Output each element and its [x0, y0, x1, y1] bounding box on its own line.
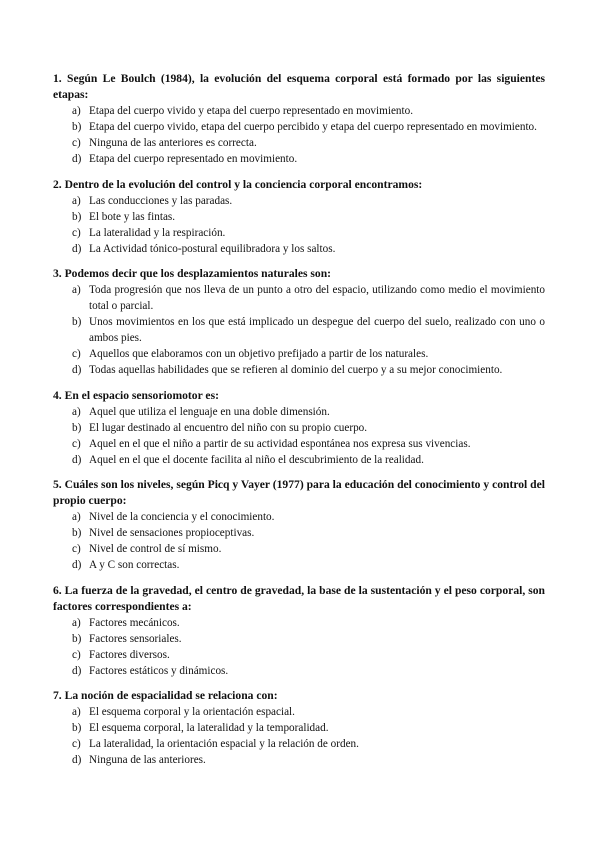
option-letter: b)	[72, 527, 82, 539]
question-title: 1. Según Le Boulch (1984), la evolución del esquema corporal está formado por las siguientes etapas:	[53, 72, 545, 101]
question-title: 6. La fuerza de la gravedad, el centro de gravedad, la base de la sustentación y el peso corporal, son factores correspondientes a:	[53, 583, 545, 613]
option-letter: b)	[72, 421, 82, 434]
option-letter: a)	[72, 105, 81, 117]
question-5	[53, 477, 545, 573]
option-text: El esquema corporal, la lateralidad y la temporalidad.	[89, 722, 329, 734]
option-letter: c)	[72, 543, 81, 555]
option-item	[53, 436, 545, 452]
option-item	[53, 282, 545, 314]
option-text: El bote y las fintas.	[89, 210, 176, 223]
option-text: Aquellos que elaboramos con un objetivo prefijado a partir de los naturales.	[89, 348, 429, 360]
option-item	[53, 736, 545, 752]
option-letter: d)	[72, 664, 82, 677]
option-letter: d)	[72, 754, 82, 766]
option-item	[53, 509, 545, 525]
option-item	[53, 525, 545, 541]
question-4	[53, 388, 545, 468]
option-list	[53, 404, 545, 468]
document-page	[53, 71, 545, 778]
option-letter: a)	[72, 405, 81, 418]
option-text: Etapa del cuerpo representado en movimiento.	[89, 153, 298, 165]
question-3	[53, 266, 545, 378]
question-2	[53, 177, 545, 257]
option-letter: b)	[72, 121, 82, 133]
option-item	[53, 209, 545, 225]
option-item	[53, 404, 545, 420]
option-text: Ninguna de las anteriores es correcta.	[89, 137, 257, 149]
question-6	[53, 583, 545, 679]
option-list	[53, 193, 545, 257]
option-item	[53, 720, 545, 736]
option-letter: a)	[72, 616, 81, 629]
option-text: El lugar destinado al encuentro del niño con su propio cuerpo.	[89, 421, 368, 434]
option-text: El esquema corporal y la orientación espacial.	[89, 706, 295, 718]
option-text: Aquel que utiliza el lenguaje en una doble dimensión.	[89, 405, 330, 418]
question-title: 2. Dentro de la evolución del control y la conciencia corporal encontramos:	[53, 177, 423, 191]
option-text: Etapa del cuerpo vivido y etapa del cuerpo representado en movimiento.	[89, 105, 414, 117]
option-text: Factores sensoriales.	[89, 632, 182, 645]
option-item	[53, 241, 545, 257]
option-list	[53, 103, 545, 167]
option-item	[53, 631, 545, 647]
option-text: Toda progresión que nos lleva de un punto a otro del espacio, utilizando como medio el movimiento total o parcial.	[89, 284, 545, 312]
option-text: Factores diversos.	[89, 648, 170, 661]
option-text: A y C son correctas.	[89, 559, 180, 571]
option-text: Factores estáticos y dinámicos.	[89, 664, 229, 677]
option-text: Las conducciones y las paradas.	[89, 194, 233, 207]
option-text: Nivel de la conciencia y el conocimiento.	[89, 511, 275, 523]
option-text: Aquel en el que el niño a partir de su actividad espontánea nos expresa sus vivencias.	[89, 437, 471, 450]
option-letter: c)	[72, 648, 81, 661]
option-letter: c)	[72, 738, 81, 750]
option-item	[53, 752, 545, 768]
option-item	[53, 151, 545, 167]
option-item	[53, 103, 545, 119]
option-item	[53, 704, 545, 720]
option-list	[53, 282, 545, 378]
option-text: Aquel en el que el docente facilita al niño el descubrimiento de la realidad.	[89, 453, 424, 466]
option-letter: d)	[72, 242, 82, 255]
option-item	[53, 452, 545, 468]
option-letter: a)	[72, 194, 81, 207]
question-7	[53, 688, 545, 768]
option-item	[53, 615, 545, 631]
question-1	[53, 71, 545, 167]
option-letter: b)	[72, 722, 82, 734]
option-text: La lateralidad, la orientación espacial y la relación de orden.	[89, 738, 359, 750]
option-letter: b)	[72, 316, 82, 328]
option-letter: c)	[72, 348, 81, 360]
option-text: Todas aquellas habilidades que se refieren al dominio del cuerpo y a su mejor conocimiento.	[89, 364, 503, 376]
option-text: Nivel de control de sí mismo.	[89, 543, 222, 555]
option-item	[53, 420, 545, 436]
option-text: Unos movimientos en los que está implicado un despegue del cuerpo del suelo, realizado con uno o ambos pies.	[89, 316, 545, 344]
option-letter: c)	[72, 137, 81, 149]
option-letter: a)	[72, 706, 81, 718]
option-text: Nivel de sensaciones propioceptivas.	[89, 527, 255, 539]
option-letter: b)	[72, 210, 82, 223]
option-letter: a)	[72, 511, 81, 523]
option-item	[53, 663, 545, 679]
option-item	[53, 193, 545, 209]
option-item	[53, 647, 545, 663]
option-letter: d)	[72, 559, 82, 571]
option-item	[53, 346, 545, 362]
option-letter: d)	[72, 153, 82, 165]
question-title: 5. Cuáles son los niveles, según Picq y Vayer (1977) para la educación del conocimiento y control del propio cuerpo:	[53, 478, 545, 507]
question-title: 7. La noción de espacialidad se relaciona con:	[53, 689, 278, 702]
option-item	[53, 541, 545, 557]
option-letter: a)	[72, 284, 81, 296]
question-title: 3. Podemos decir que los desplazamientos naturales son:	[53, 267, 332, 280]
option-item	[53, 119, 545, 135]
option-item	[53, 314, 545, 346]
option-letter: c)	[72, 226, 81, 239]
option-letter: d)	[72, 364, 82, 376]
option-text: Ninguna de las anteriores.	[89, 754, 206, 766]
option-item	[53, 225, 545, 241]
option-text: Factores mecánicos.	[89, 616, 180, 629]
option-item	[53, 362, 545, 378]
option-letter: b)	[72, 632, 82, 645]
option-text: La Actividad tónico-postural equilibradora y los saltos.	[89, 242, 336, 255]
option-letter: c)	[72, 437, 81, 450]
option-item	[53, 135, 545, 151]
option-item	[53, 557, 545, 573]
option-list	[53, 509, 545, 573]
question-title: 4. En el espacio sensoriomotor es:	[53, 388, 219, 402]
option-list	[53, 615, 545, 679]
option-letter: d)	[72, 453, 82, 466]
option-text: La lateralidad y la respiración.	[89, 226, 226, 239]
option-text: Etapa del cuerpo vivido, etapa del cuerpo percibido y etapa del cuerpo representado en movimiento.	[89, 121, 537, 133]
option-list	[53, 704, 545, 768]
